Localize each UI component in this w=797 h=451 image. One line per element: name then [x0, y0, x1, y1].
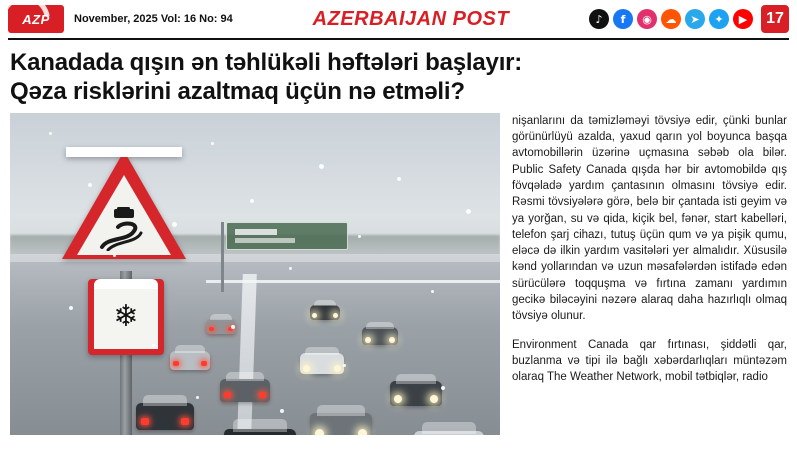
headlight	[430, 395, 438, 403]
youtube-icon[interactable]: ▶	[733, 9, 753, 29]
taillight	[181, 418, 189, 425]
masthead	[0, 0, 797, 38]
snow-warning-sign	[88, 279, 164, 355]
car	[206, 319, 236, 334]
sign-text-line-2	[235, 238, 295, 243]
taillight	[259, 392, 266, 398]
paper-title: AZERBAIJAN POST	[312, 7, 510, 30]
headlight	[312, 313, 317, 318]
slippery-road-sign	[62, 151, 192, 334]
headline-line-1: Kanadada qışın ən təhlükəli həftələri başlayır:	[10, 49, 523, 76]
winter-highway-photo	[10, 113, 500, 435]
instagram-icon[interactable]: ◉	[637, 9, 657, 29]
headlight	[389, 337, 395, 343]
text-column	[512, 113, 787, 443]
headlight	[333, 313, 338, 318]
snow-on-square-sign	[94, 279, 158, 289]
logo-text: AZP	[22, 11, 50, 27]
sign-gantry	[221, 222, 224, 292]
taillight	[173, 361, 179, 366]
twitter-icon[interactable]: ✦	[709, 9, 729, 29]
snowflake-icon: ❄	[113, 300, 139, 334]
taillight	[141, 418, 149, 425]
soundcloud-icon[interactable]: ☁	[661, 9, 681, 29]
car	[310, 305, 340, 320]
taillight	[228, 327, 233, 331]
taillight	[209, 327, 214, 331]
car	[390, 381, 442, 406]
car	[414, 431, 484, 435]
paragraph: nişanlarını da təmizləməyi tövsiyə edir, çünki bunlar görünürlüyü azalda, yaxud qarın yol boyunca başqa avtomobillərin üzərinə uçmasına səbəb ola bilər. Public Safety Canada qışda hər bir avtomobildə qış fövqəladə yardım çantasının olmasını tövsiyə edir. Rəsmi tövsiyələrə görə, belə bir çantada isti geyim və ya yorğan, su və qida, kiçik bel, fənər, start kabelləri, telefon şarj cihazı, tutuş üçün qum və ya pişik qumu, eləcə də ilkin yardım vasitələri yer almalıdır. Xüsusilə kənd yollarından və uzun məsafələrdən istifadə edən sürücülərə toqquşma və fırtına zamanı yardımın gecikə biləcəyini nəzərə alaraq daha hazırlıqlı olmaq tövsiyə olunur.	[512, 114, 787, 323]
page-title	[0, 40, 797, 113]
telegram-icon[interactable]: ➤	[685, 9, 705, 29]
social-links	[589, 9, 753, 29]
overhead-highway-sign	[226, 222, 348, 250]
headlight	[334, 365, 341, 372]
tiktok-icon[interactable]: ♪	[589, 9, 609, 29]
issue-line: November, 2025 Vol: 16 No: 94	[74, 13, 233, 25]
facebook-icon[interactable]: f	[613, 9, 633, 29]
car	[170, 351, 210, 370]
headlight	[365, 337, 371, 343]
headline-line-2: Qəza risklərini azaltmaq üçün nə etməli?	[10, 78, 465, 106]
car	[224, 429, 296, 435]
car	[300, 353, 344, 374]
car	[362, 327, 398, 345]
car	[136, 403, 194, 430]
warning-triangle-icon	[62, 151, 186, 259]
headlight	[303, 365, 310, 372]
guardrail	[206, 280, 500, 283]
headlight	[358, 429, 367, 435]
article-body	[0, 113, 797, 443]
taillight	[224, 392, 231, 398]
sign-text-line-1	[235, 229, 277, 235]
car	[310, 413, 372, 435]
azp-logo-icon[interactable]	[8, 5, 64, 33]
snow-on-sign	[66, 147, 182, 157]
taillight	[201, 361, 207, 366]
car	[220, 379, 270, 402]
photo-column	[10, 113, 500, 443]
paragraph: Environment Canada qar fırtınası, şiddətli qar, buzlanma və tipi ilə bağlı xəbərdarlıqları müntəzəm olaraq The Weather Network, mobil tətbiqlər, radio	[512, 338, 787, 384]
skid-marks-icon	[94, 207, 154, 251]
headlight	[394, 395, 402, 403]
page-number-badge: 17	[761, 5, 789, 33]
headlight	[315, 429, 324, 435]
